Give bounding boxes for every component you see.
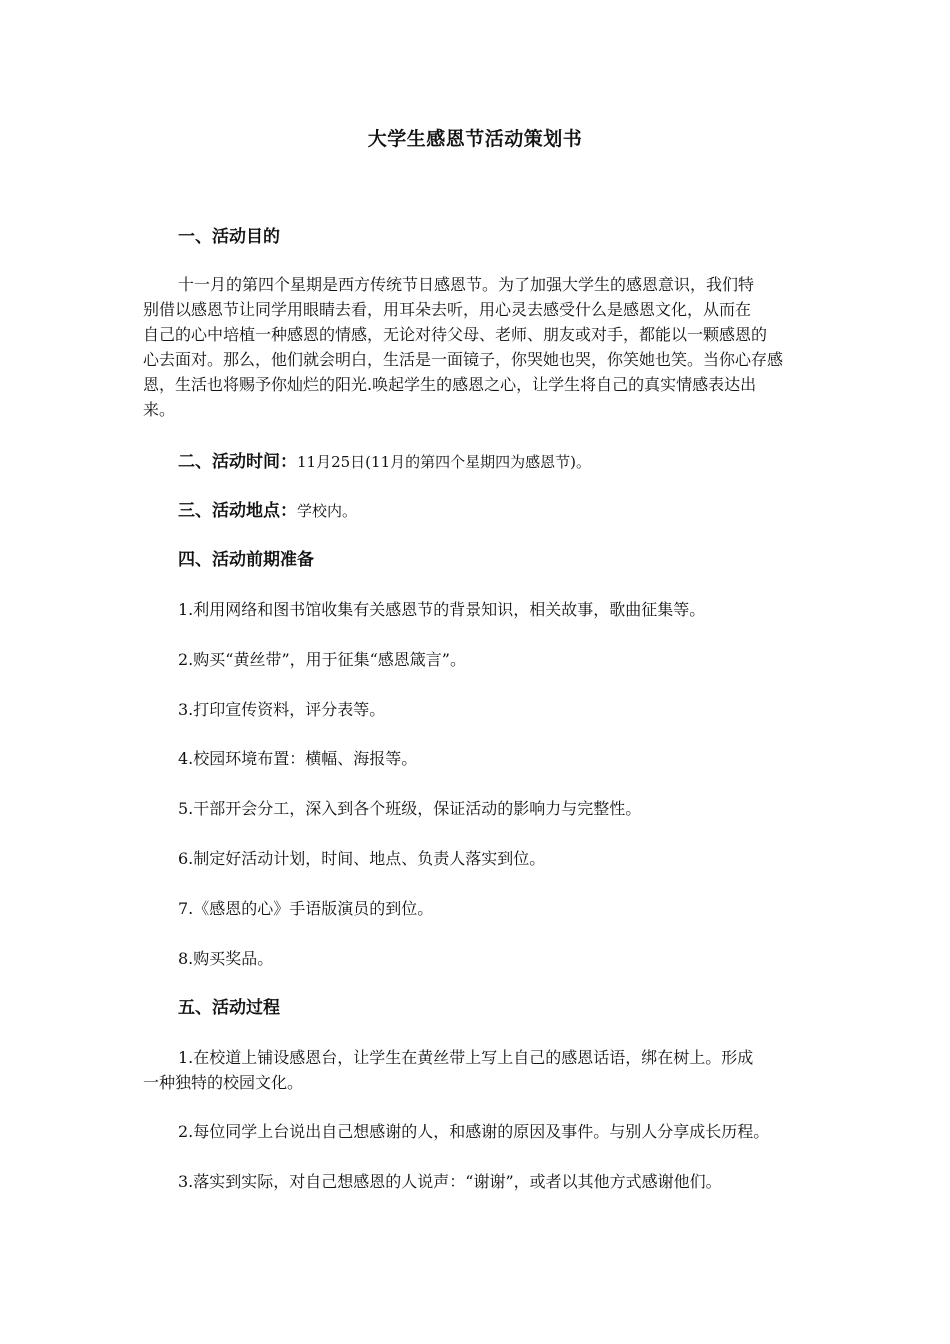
- list-item: 7.《感恩的心》手语版演员的到位。: [178, 899, 434, 918]
- document-title: 大学生感恩节活动策划书: [367, 128, 583, 150]
- list-item: 8.购买奖品。: [178, 949, 274, 968]
- list-item: 1.利用网络和图书馆收集有关感恩节的背景知识，相关故事，歌曲征集等。: [178, 600, 706, 619]
- activity-place-label: 三、活动地点：: [178, 501, 297, 521]
- list-item: 6.制定好活动计划，时间、地点、负责人落实到位。: [178, 849, 546, 868]
- list-item: 2.购买“黄丝带”，用于征集“感恩箴言”。: [178, 650, 466, 669]
- list-item: 3.打印宣传资料，评分表等。: [178, 700, 386, 719]
- paragraph-line: 心去面对。那么，他们就会明白，生活是一面镜子，你哭她也哭，你笑她也笑。当你心存感: [143, 350, 784, 369]
- paragraph-line: 十一月的第四个星期是西方传统节日感恩节。为了加强大学生的感恩意识，我们特: [178, 275, 755, 294]
- list-item: 1.在校道上铺设感恩台，让学生在黄丝带上写上自己的感恩话语，绑在树上。形成: [178, 1048, 754, 1067]
- list-item: 3.落实到实际，对自己想感恩的人说声：“谢谢”，或者以其他方式感谢他们。: [178, 1172, 722, 1191]
- paragraph-line: 恩，生活也将赐予你灿烂的阳光.唤起学生的感恩之心，让学生将自己的真实情感表达出: [143, 375, 757, 394]
- section-heading-preparation: 四、活动前期准备: [178, 550, 314, 570]
- section-heading-process: 五、活动过程: [178, 998, 280, 1018]
- list-item: 4.校园环境布置：横幅、海报等。: [178, 749, 418, 768]
- activity-place-value: 学校内。: [297, 502, 358, 520]
- activity-time-value: 11月25日(11月的第四个星期四为感恩节)。: [297, 453, 591, 471]
- list-item: 5.干部开会分工，深入到各个班级，保证活动的影响力与完整性。: [178, 799, 642, 818]
- list-item-continuation: 一种独特的校园文化。: [143, 1073, 304, 1092]
- activity-time-label: 二、活动时间：: [178, 452, 297, 472]
- paragraph-line: 来。: [143, 400, 176, 419]
- activity-place-line: [178, 499, 357, 523]
- activity-time-line: [178, 450, 591, 474]
- section-heading-purpose: 一、活动目的: [178, 227, 280, 247]
- paragraph-line: 别借以感恩节让同学用眼睛去看，用耳朵去听，用心灵去感受什么是感恩文化，从而在: [143, 300, 752, 319]
- paragraph-line: 自己的心中培植一种感恩的情感，无论对待父母、老师、朋友或对手，都能以一颗感恩的: [143, 325, 768, 344]
- list-item: 2.每位同学上台说出自己想感谢的人，和感谢的原因及事件。与别人分享成长历程。: [178, 1122, 770, 1141]
